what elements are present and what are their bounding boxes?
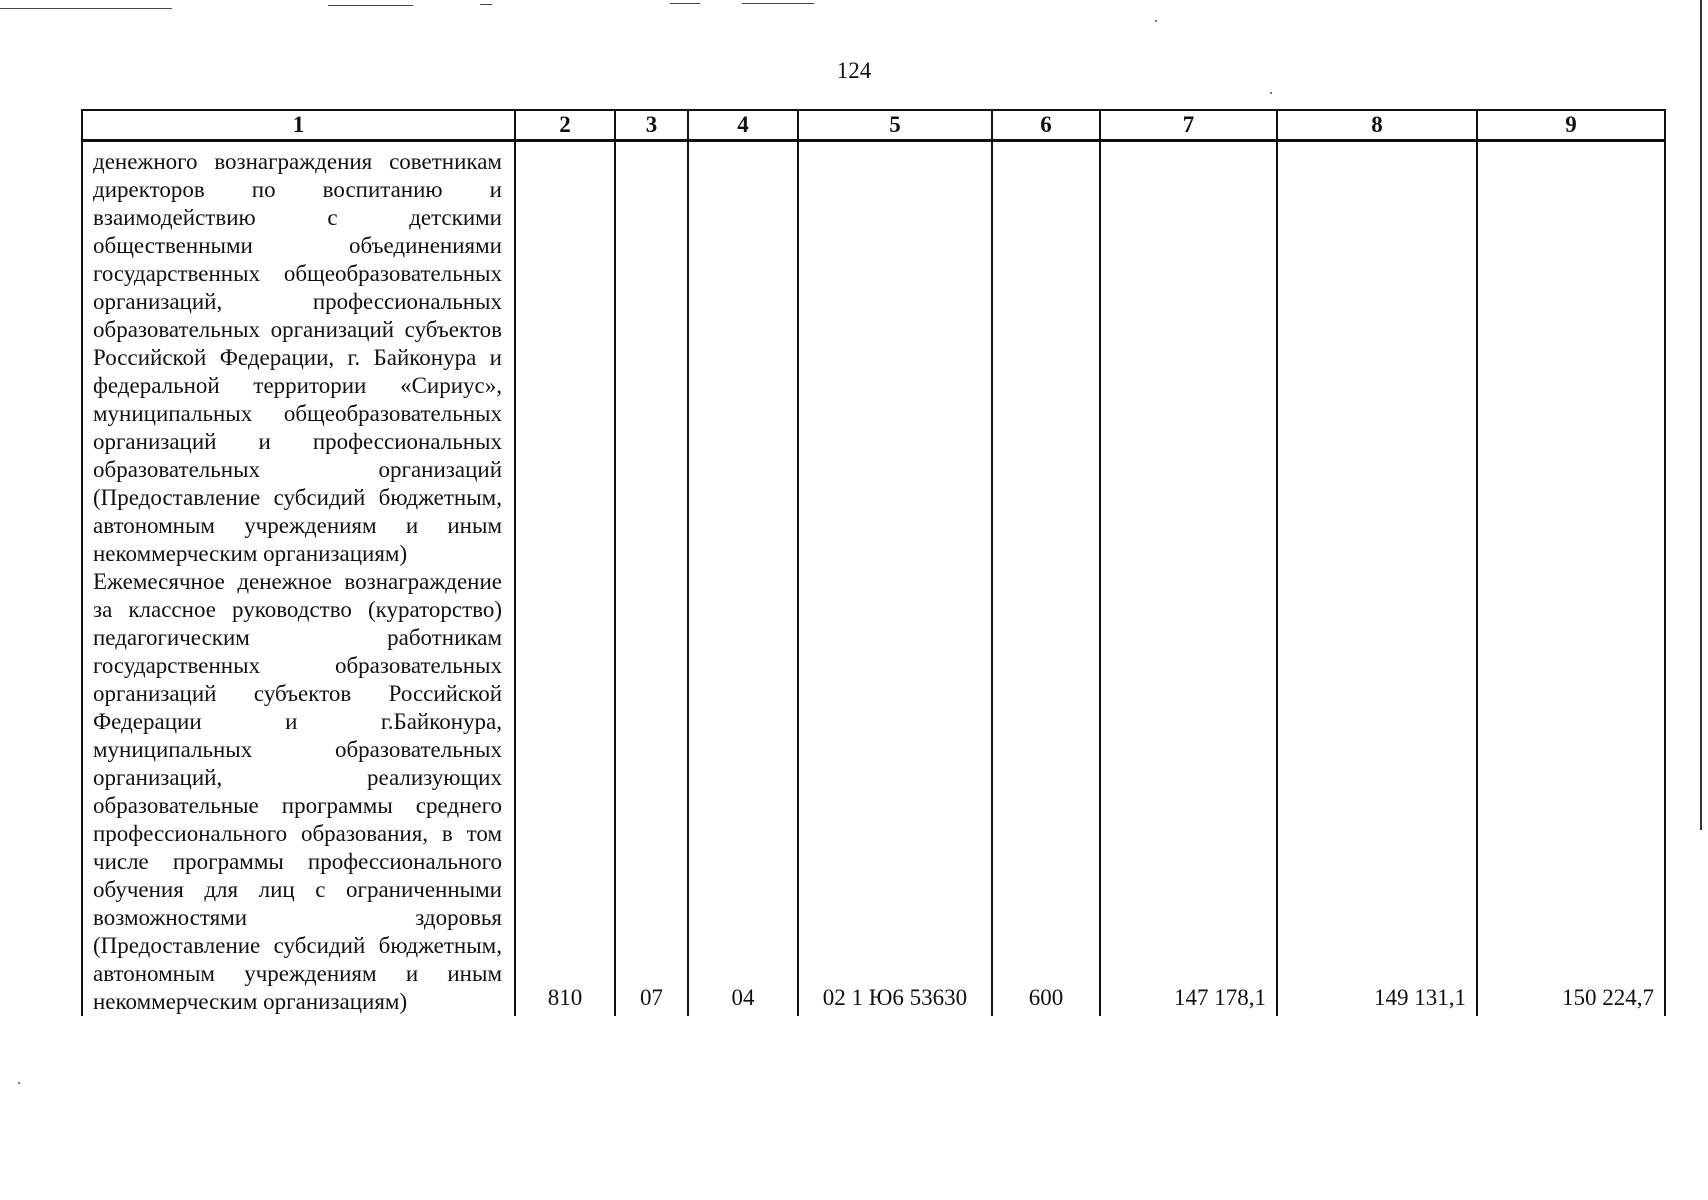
scan-artifact-top-line	[480, 4, 492, 5]
scan-artifact-top-line	[670, 3, 700, 4]
column-header-4: 4	[688, 110, 798, 141]
cell-amount-year-3: 150 224,7	[1477, 141, 1665, 1017]
cell-amount-year-2: 149 131,1	[1277, 141, 1477, 1017]
scan-artifact-right-edge	[1700, 0, 1702, 830]
budget-table	[81, 109, 1666, 1016]
scan-artifact-dot	[1155, 20, 1157, 22]
cell-ministry-code: 810	[515, 141, 615, 1017]
cell-target-article: 02 1 Ю6 53630	[798, 141, 992, 1017]
column-header-8: 8	[1277, 110, 1477, 141]
cell-section: 07	[615, 141, 688, 1017]
page-number: 124	[836, 58, 872, 83]
row-description-cell	[82, 141, 515, 1017]
column-header-9: 9	[1477, 110, 1665, 141]
cell-expense-type: 600	[992, 141, 1100, 1017]
scan-artifact-dot	[18, 1082, 20, 1084]
column-header-6: 6	[992, 110, 1100, 141]
table-row	[82, 141, 1665, 1017]
scan-artifact-top-line	[0, 8, 172, 9]
column-header-7: 7	[1100, 110, 1277, 141]
column-header-5: 5	[798, 110, 992, 141]
scan-artifact-top-line	[742, 3, 814, 4]
description-paragraph: денежного вознаграждения советникам директоров по воспитанию и взаимодействию с детскими общественными объединениями государственных общеобразовательных организаций, профессиональных образовательных организаций субъектов Российской Федерации, г. Байконура и федеральной территории «Сириус», муниципальных общеобразовательных организаций и профессиональных образовательных организаций (Предоставление субсидий бюджетным, автономным учреждениям и иным некоммерческим организациям)	[93, 149, 502, 566]
column-header-1: 1	[82, 110, 515, 141]
cell-subsection: 04	[688, 141, 798, 1017]
table-header-row	[82, 110, 1665, 141]
cell-amount-year-1: 147 178,1	[1100, 141, 1277, 1017]
scan-artifact-dot	[1270, 92, 1272, 94]
column-header-3: 3	[615, 110, 688, 141]
description-paragraph: Ежемесячное денежное вознаграждение за классное руководство (кураторство) педагогическим работникам государственных образовательных организаций субъектов Российской Федерации и г.Байконура, муниципальных образовательных организаций, реализующих образовательные программы среднего профессионального образования, в том числе программы профессионального обучения для лиц с ограниченными возможностями здоровья (Предоставление субсидий бюджетным, автономным учреждениям и иным некоммерческим организациям)	[93, 569, 502, 1014]
scan-artifact-top-line	[328, 5, 413, 6]
column-header-2: 2	[515, 110, 615, 141]
